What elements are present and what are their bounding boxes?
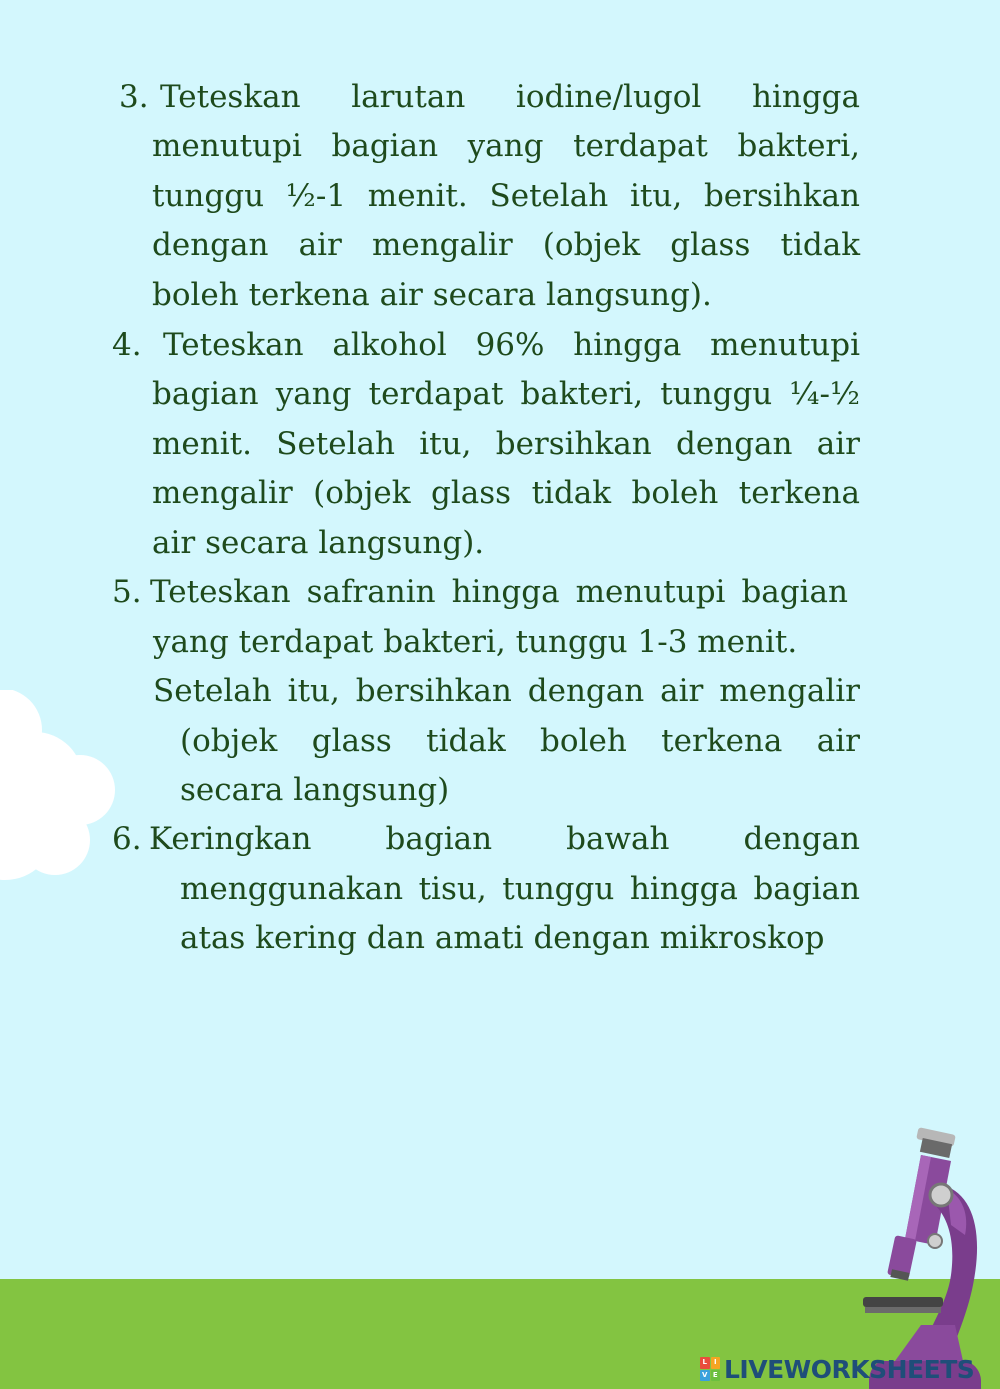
step-text-line: Teteskan larutan iodine/lugol hingga bbox=[160, 79, 860, 115]
step-number: 3. bbox=[119, 79, 149, 115]
step-text-line: atas kering dan amati dengan mikroskop bbox=[180, 920, 825, 956]
step-text-line: Keringkan bagian bawah dengan bbox=[149, 821, 860, 857]
step-text-line: menit. Setelah itu, bersihkan dengan air bbox=[152, 426, 860, 462]
watermark-text: LIVEWORKSHEETS bbox=[724, 1354, 975, 1384]
step-number: 5. bbox=[112, 574, 142, 610]
microscope-icon bbox=[855, 1125, 985, 1389]
step-number: 6. bbox=[112, 821, 142, 857]
step-text-line: yang terdapat bakteri, tunggu 1-3 menit. bbox=[153, 624, 798, 660]
step-text-line: boleh terkena air secara langsung). bbox=[152, 277, 712, 313]
step-text-line: tunggu ½-1 menit. Setelah itu, bersihkan bbox=[152, 178, 860, 214]
step-text-line: menggunakan tisu, tunggu hingga bagian bbox=[180, 871, 860, 907]
step-number: 4. bbox=[112, 327, 142, 363]
step-text-line: Setelah itu, bersihkan dengan air mengalir bbox=[153, 673, 860, 709]
step-text-line: menutupi bagian yang terdapat bakteri, bbox=[152, 128, 860, 164]
liveworksheets-watermark bbox=[700, 1354, 974, 1384]
step-text-line: Teteskan safranin hingga menutupi bagian bbox=[150, 574, 848, 610]
step-text-line: air secara langsung). bbox=[152, 525, 485, 561]
step-text-line: mengalir (objek glass tidak boleh terkena bbox=[152, 475, 860, 511]
step-text-line: dengan air mengalir (objek glass tidak bbox=[152, 227, 860, 263]
liveworksheets-logo-icon: L I V E bbox=[700, 1357, 720, 1381]
step-text-line: secara langsung) bbox=[180, 772, 450, 808]
step-text-line: (objek glass tidak boleh terkena air bbox=[180, 723, 860, 759]
step-text-line: Teteskan alkohol 96% hingga menutupi bbox=[163, 327, 860, 363]
step-text-line: bagian yang terdapat bakteri, tunggu ¼-½ bbox=[152, 376, 860, 412]
